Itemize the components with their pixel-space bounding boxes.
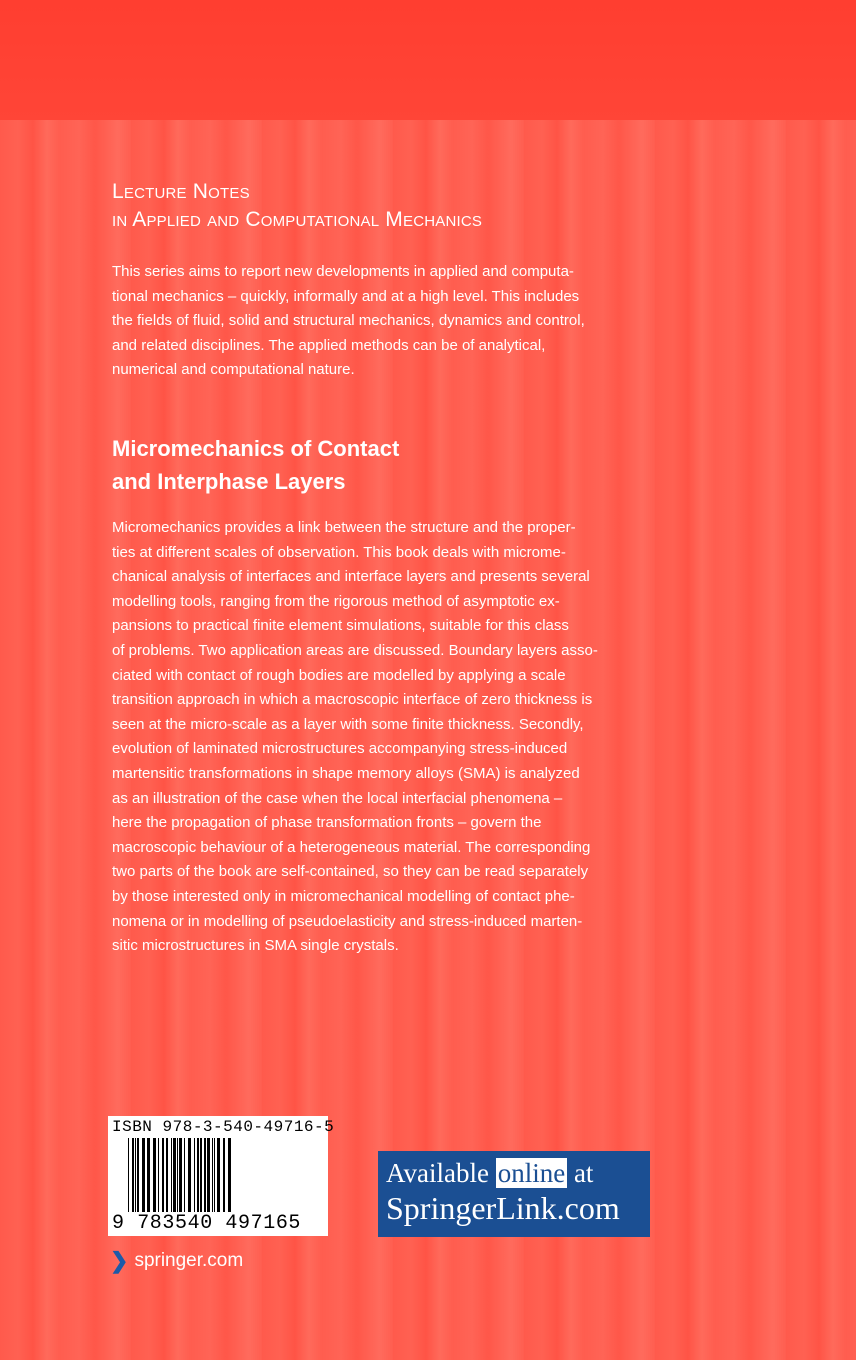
series-description-line: This series aims to report new developments in applied and computa-: [112, 263, 574, 280]
barcode-bar: [179, 1138, 182, 1220]
isbn-label: ISBN 978-3-540-49716-5: [112, 1118, 335, 1136]
series-description-line: numerical and computational nature.: [112, 361, 355, 378]
barcode-bar: [142, 1138, 145, 1212]
blurb-line: ciated with contact of rough bodies are modelled by applying a scale: [112, 666, 566, 684]
barcode-bar: [147, 1138, 150, 1212]
blurb-line: two parts of the book are self-contained, so they can be read separately: [112, 863, 589, 881]
isbn-barcode: [108, 1116, 335, 1236]
springerlink-site: SpringerLink.com: [386, 1190, 620, 1226]
barcode-bar: [128, 1138, 129, 1220]
barcode-bar: [135, 1138, 136, 1212]
book-title-line-2: and Interphase Layers: [112, 469, 346, 494]
series-title-line-1: Lecture Notes: [112, 180, 250, 203]
blurb-line: here the propagation of phase transformation fronts – govern the: [112, 814, 542, 832]
blurb-line: macroscopic behaviour of a heterogeneous material. The corresponding: [112, 838, 591, 856]
springer-website-link[interactable]: [110, 1248, 243, 1274]
book-title: [112, 432, 399, 498]
springer-website-text: springer.com: [134, 1250, 244, 1271]
springerlink-badge[interactable]: [378, 1151, 650, 1237]
available-prefix: Available: [386, 1158, 496, 1188]
book-blurb: [112, 516, 632, 959]
book-title-line-1: Micromechanics of Contact: [112, 436, 400, 461]
blurb-line: evolution of laminated microstructures accompanying stress-induced: [112, 740, 568, 758]
series-description-line: tional mechanics – quickly, informally and at a high level. This includes: [112, 287, 580, 305]
series-description-line: and related disciplines. The applied methods can be of analytical,: [112, 336, 546, 354]
barcode-bar: [197, 1138, 199, 1212]
blurb-line: Micromechanics provides a link between the structure and the proper-: [112, 519, 576, 536]
chevron-right-icon: ❯: [110, 1248, 129, 1273]
barcode-bar: [214, 1138, 215, 1212]
barcode-bar: [194, 1138, 195, 1212]
blurb-line: ties at different scales of observation. This book deals with microme-: [112, 543, 566, 561]
barcode-bar: [166, 1138, 168, 1212]
series-title: [112, 178, 482, 234]
barcode-bar: [200, 1138, 202, 1212]
blurb-line: chanical analysis of interfaces and interface layers and presents several: [112, 568, 590, 586]
barcode-bar: [228, 1138, 231, 1220]
blurb-line: sitic microstructures in SMA single crystals.: [112, 937, 399, 955]
blurb-line: martensitic transformations in shape memory alloys (SMA) is analyzed: [112, 764, 580, 782]
blurb-line: seen at the micro-scale as a layer with some finite thickness. Secondly,: [112, 715, 584, 733]
barcode-bar: [212, 1138, 213, 1212]
blurb-line: of problems. Two application areas are discussed. Boundary layers asso-: [112, 641, 598, 659]
barcode-bar: [162, 1138, 164, 1212]
barcode-bar: [223, 1138, 225, 1212]
series-description: [112, 260, 612, 383]
available-online-text: [386, 1157, 593, 1189]
barcode-bar: [171, 1138, 172, 1212]
barcode-bar: [207, 1138, 210, 1212]
barcode-bar: [177, 1138, 178, 1212]
series-description-line: the fields of fluid, solid and structural mechanics, dynamics and control,: [112, 312, 585, 329]
barcode-bar: [158, 1138, 159, 1212]
top-band: [0, 0, 856, 120]
ean-digits: 9 783540 497165: [112, 1212, 302, 1235]
barcode-bar: [204, 1138, 206, 1212]
blurb-line: as an illustration of the case when the local interfacial phenomena –: [112, 789, 563, 807]
available-suffix: at: [567, 1158, 594, 1188]
blurb-line: pansions to practical finite element simulations, suitable for this class: [112, 617, 569, 635]
barcode-bar: [173, 1138, 176, 1212]
series-title-line-2: in Applied and Computational Mechanics: [112, 208, 483, 231]
barcode-bar: [132, 1138, 134, 1220]
blurb-line: nomena or in modelling of pseudoelasticity and stress-induced marten-: [112, 912, 583, 930]
blurb-line: by those interested only in micromechanical modelling of contact phe-: [112, 887, 575, 905]
barcode-bar: [217, 1138, 220, 1212]
blurb-line: transition approach in which a macroscopic interface of zero thickness is: [112, 691, 593, 709]
barcode-bar: [137, 1138, 139, 1212]
barcode-bar: [153, 1138, 156, 1212]
blurb-line: modelling tools, ranging from the rigorous method of asymptotic ex-: [112, 592, 560, 610]
barcode-bar: [188, 1138, 191, 1212]
online-highlight: online: [497, 1158, 566, 1188]
barcode-bar: [184, 1138, 185, 1212]
